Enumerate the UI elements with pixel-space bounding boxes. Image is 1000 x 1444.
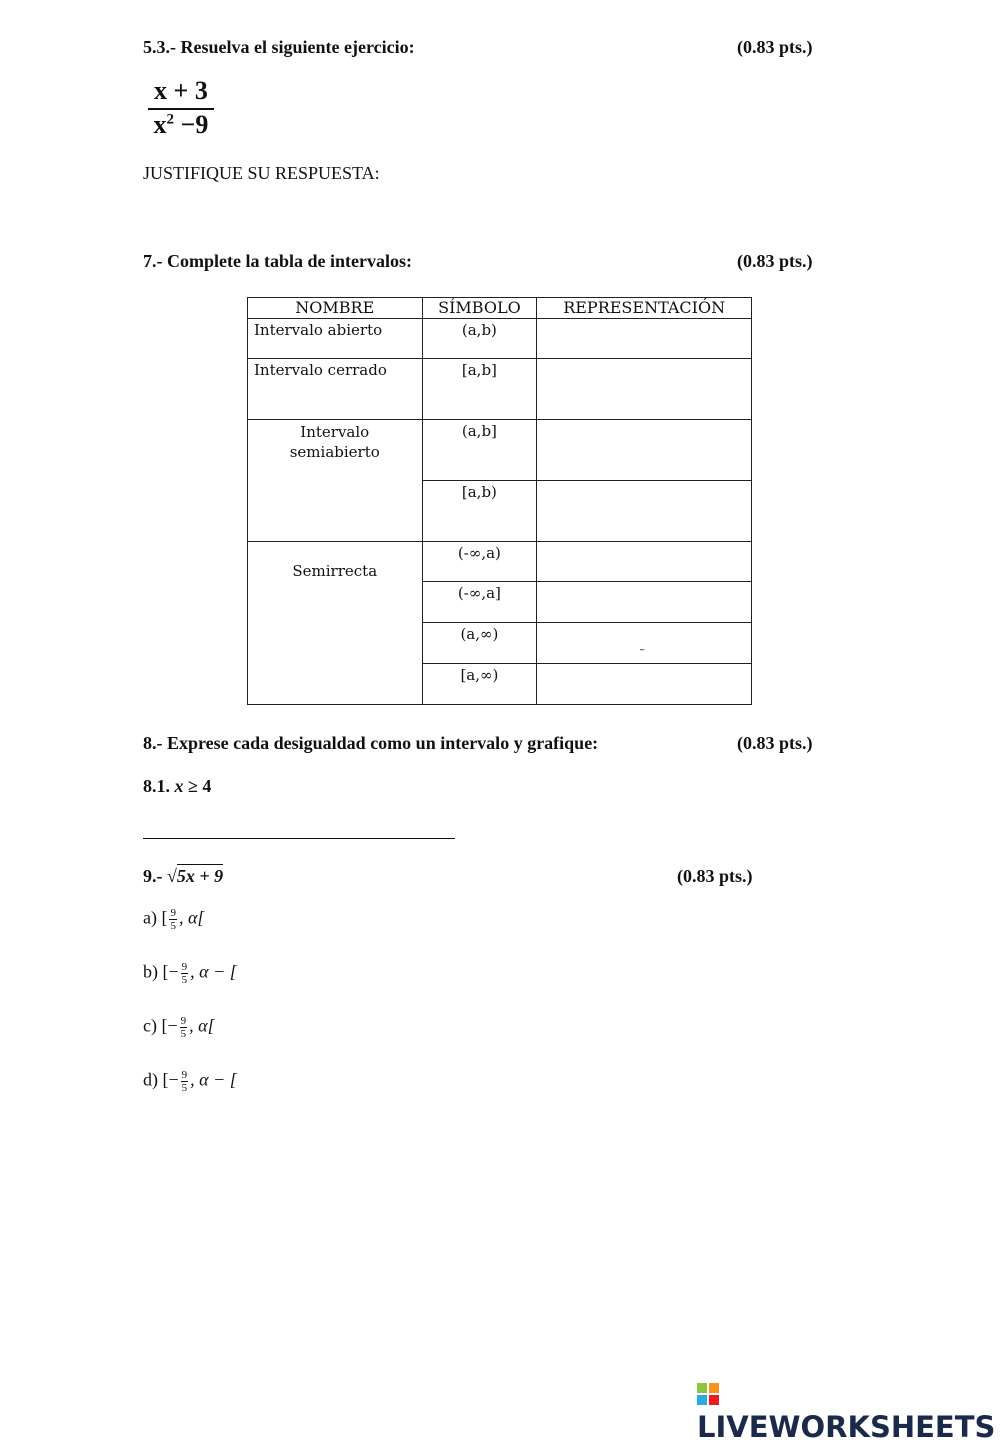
option-sign: −: [168, 961, 179, 982]
name-semirrecta: Semirrecta: [248, 542, 423, 705]
option-fraction: [181, 961, 189, 986]
table-header-row: [248, 298, 752, 319]
symbol-cell: (-∞,a): [422, 542, 537, 582]
question-7-points: (0.83 pts.): [737, 251, 813, 271]
option-fraction-num: 9: [181, 961, 188, 973]
option-fraction-den: 5: [181, 1082, 188, 1094]
liveworksheets-logo[interactable]: [697, 1376, 1000, 1444]
representation-cell[interactable]: [537, 664, 752, 705]
stray-mark: –: [639, 643, 645, 656]
header-nombre: NOMBRE: [248, 298, 423, 319]
item-8-1-variable: x: [174, 776, 184, 796]
semiabierto-label: Intervalo semiabierto: [289, 423, 380, 461]
table-row: [248, 542, 752, 582]
representation-cell[interactable]: [537, 623, 752, 664]
logo-square-red: [709, 1395, 719, 1405]
question-9-number: 9.-: [143, 866, 163, 886]
answer-line[interactable]: [143, 838, 455, 839]
representation-cell[interactable]: [537, 542, 752, 582]
option-c[interactable]: [143, 1015, 215, 1040]
denominator-base: x: [153, 110, 167, 139]
option-fraction-num: 9: [181, 1069, 188, 1081]
name-intervalo-cerrado: Intervalo cerrado: [248, 359, 423, 420]
option-tail: , α − [: [190, 961, 237, 982]
rational-expression: [148, 76, 214, 140]
question-9-points: (0.83 pts.): [677, 866, 753, 886]
denominator-exponent: 2: [166, 111, 174, 128]
table-row: [248, 319, 752, 359]
option-label: d) [: [143, 1069, 169, 1090]
radical-sign: √: [167, 866, 177, 886]
representation-cell[interactable]: [537, 582, 752, 623]
question-7-title: 7.- Complete la tabla de intervalos:: [143, 251, 412, 271]
fraction-numerator: x + 3: [148, 76, 214, 110]
logo-text: LIVEWORKSHEETS: [697, 1410, 996, 1444]
intervals-table: [247, 297, 752, 705]
table-row: [248, 420, 752, 481]
representation-cell[interactable]: [537, 420, 752, 481]
option-d[interactable]: [143, 1069, 237, 1094]
symbol-cell: (a,∞): [422, 623, 537, 664]
radicand: 5x + 9: [176, 866, 224, 886]
symbol-cell: [a,b): [422, 481, 537, 542]
option-fraction-num: 9: [180, 1015, 187, 1027]
option-fraction-num: 9: [170, 907, 176, 919]
option-tail: , α[: [189, 1015, 215, 1036]
option-tail: , α − [: [190, 1069, 237, 1090]
item-8-1-label: 8.1.: [143, 776, 170, 796]
option-a[interactable]: [143, 907, 204, 932]
symbol-cell: (a,b): [422, 319, 537, 359]
item-8-1-inequality: ≥ 4: [183, 776, 212, 796]
option-fraction-den: 5: [170, 920, 176, 932]
header-simbolo: SÍMBOLO: [422, 298, 537, 319]
option-label: a) [: [143, 907, 168, 928]
table-row: [248, 359, 752, 420]
representation-cell[interactable]: [537, 319, 752, 359]
symbol-cell: [a,∞): [422, 664, 537, 705]
option-b[interactable]: [143, 961, 237, 986]
question-5-3-points: (0.83 pts.): [737, 37, 813, 57]
option-fraction-den: 5: [180, 1028, 187, 1040]
option-fraction: [181, 1069, 189, 1094]
question-8-points: (0.83 pts.): [737, 733, 813, 753]
fraction-denominator: [148, 110, 214, 140]
name-intervalo-semiabierto: [248, 420, 423, 542]
representation-cell[interactable]: [537, 481, 752, 542]
symbol-cell: (a,b]: [422, 420, 537, 481]
option-label: c) [: [143, 1015, 168, 1036]
symbol-cell: (-∞,a]: [422, 582, 537, 623]
item-8-1: [143, 776, 211, 797]
logo-square-blue: [697, 1395, 707, 1405]
header-representacion: REPRESENTACIÓN: [537, 298, 752, 319]
justify-label: JUSTIFIQUE SU RESPUESTA:: [143, 163, 380, 183]
option-sign: −: [167, 1015, 178, 1036]
representation-cell[interactable]: [537, 359, 752, 420]
option-fraction: [180, 1015, 188, 1040]
question-5-3-title: 5.3.- Resuelva el siguiente ejercicio:: [143, 37, 415, 57]
option-label: b) [: [143, 961, 169, 982]
question-8-title: 8.- Exprese cada desigualdad como un intervalo y grafique:: [143, 733, 599, 753]
question-9-title: [143, 866, 223, 887]
option-fraction-den: 5: [181, 974, 188, 986]
option-tail: , α[: [178, 907, 205, 928]
option-fraction: [169, 907, 177, 932]
option-sign: −: [168, 1069, 179, 1090]
logo-square-orange: [709, 1383, 719, 1393]
logo-mark-icon: [697, 1383, 719, 1405]
symbol-cell: [a,b]: [422, 359, 537, 420]
logo-square-green: [697, 1383, 707, 1393]
denominator-rest: −9: [174, 110, 209, 139]
name-intervalo-abierto: Intervalo abierto: [248, 319, 423, 359]
